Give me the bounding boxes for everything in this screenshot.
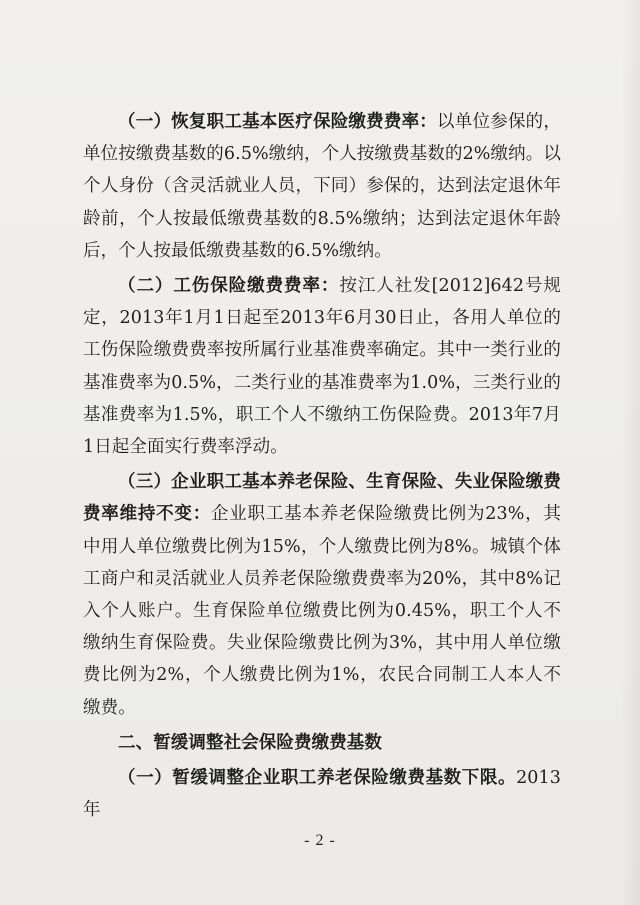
paragraph-heading: （一）暂缓调整企业职工养老保险缴费基数下限。 — [118, 768, 517, 789]
paragraph-heading: （一）恢复职工基本医疗保险缴费费率： — [118, 112, 438, 132]
paragraph-pension-maternity-unemployment-rate — [83, 466, 561, 724]
paragraph-heading: （二）工伤保险缴费费率： — [118, 276, 340, 297]
paragraph-medical-insurance-rate — [83, 106, 561, 267]
paragraph-text: 按江人社发[2012]642号规定，2013年1月1日起至2013年6月30日止，各用人单位的工伤保险缴费费率按所属行业基准费率确定。其中一类行业的基准费率为0.5%，二类行业的基准费率为1.0%，三类行业的基准费率为1.5%，职工个人不缴纳工伤保险费。2013年7月1日起全面实行费率浮动。 — [83, 276, 561, 458]
document-body — [83, 106, 561, 826]
section-title: 二、暂缓调整社会保险费缴费基数 — [118, 732, 382, 753]
paragraph-text: 以单位参保的，单位按缴费基数的6.5%缴纳，个人按缴费基数的2%缴纳。以个人身份（含灵活就业人员，下同）参保的，达到法定退休年龄前，个人按最低缴费基数的8.5%缴纳；达到法定退休年龄后，个人按最低缴费基数的6.5%缴纳。 — [83, 112, 561, 261]
paragraph-work-injury-rate — [83, 270, 561, 463]
paragraph-heading: （三）企业职工基本养老保险、生育保险、失业保险缴费费率维持不变： — [83, 472, 561, 525]
paragraph-pension-base-floor — [83, 762, 561, 826]
section-heading-contribution-base — [83, 727, 561, 759]
paragraph-text: 2013年 — [83, 768, 561, 821]
page-number: - 2 - — [304, 832, 336, 849]
paragraph-text: 企业职工基本养老保险缴费比例为23%，其中用人单位缴费比例为15%，个人缴费比例为8%。城镇个体工商户和灵活就业人员养老保险缴费费率为20%，其中8%记入个人账户。生育保险单位缴费比例为0.45%，职工个人不缴纳生育保险费。失业保险缴费比例为3%，其中用人单位缴费比例为2%，个人缴费比例为1%，农民合同制工人本人不缴费。 — [83, 504, 561, 718]
